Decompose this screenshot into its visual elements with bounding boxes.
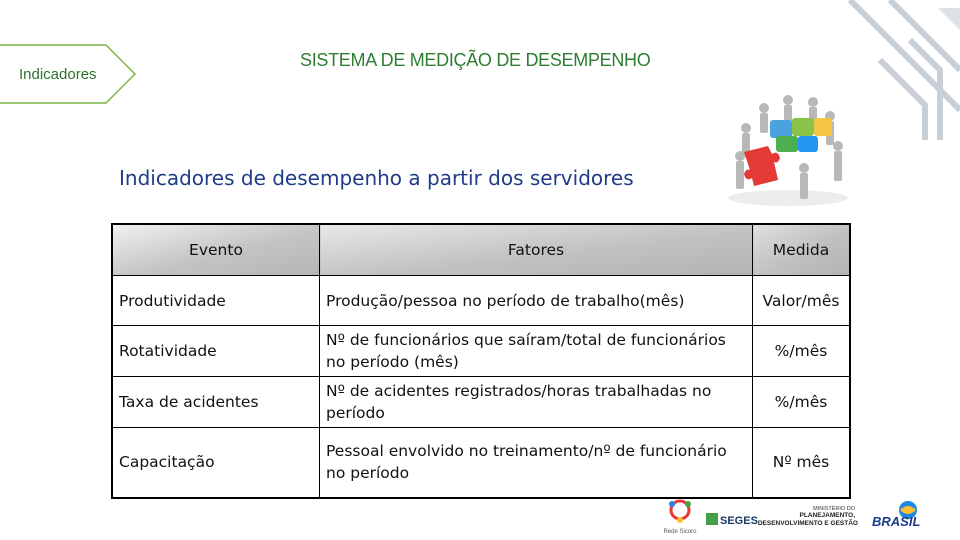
cell-fatores: Produção/pessoa no período de trabalho(mês) — [320, 276, 753, 326]
cell-fatores: Nº de acidentes registrados/horas trabalhadas no período — [320, 377, 753, 428]
column-header-fatores: Fatores — [320, 224, 753, 276]
seges-text: SEGES — [720, 515, 758, 527]
cell-medida: Valor/mês — [753, 276, 851, 326]
section-subtitle: Indicadores de desempenho a partir dos servidores — [119, 166, 634, 190]
table-header-row — [112, 224, 850, 276]
table-row — [112, 326, 850, 377]
cell-medida: %/mês — [753, 326, 851, 377]
rede-sicoro-logo — [663, 501, 697, 535]
ministry-line1: MINISTÉRIO DO — [813, 506, 855, 512]
puzzle-people-icon — [718, 88, 856, 210]
page-title: SISTEMA DE MEDIÇÃO DE DESEMPENHO — [300, 50, 651, 70]
ministry-line3: DESENVOLVIMENTO E GESTÃO — [757, 520, 858, 527]
cell-evento: Rotatividade — [112, 326, 320, 377]
table-row — [112, 276, 850, 326]
indicators-table — [111, 223, 851, 499]
column-header-evento: Evento — [112, 224, 320, 276]
seges-logo — [706, 513, 758, 527]
tag-label: Indicadores — [19, 66, 97, 83]
cell-medida: %/mês — [753, 377, 851, 428]
table-row — [112, 428, 850, 498]
cell-fatores: Pessoal envolvido no treinamento/nº de funcionário no período — [320, 428, 753, 498]
ministry-line2: PLANEJAMENTO, — [799, 512, 855, 519]
cell-evento: Produtividade — [112, 276, 320, 326]
column-header-medida: Medida — [753, 224, 851, 276]
brasil-text: BRASIL — [872, 514, 921, 529]
brasil-logo — [872, 501, 920, 529]
ministry-logo — [758, 505, 858, 527]
cell-evento: Capacitação — [112, 428, 320, 498]
rede-sicoro-text: Rede Sicoro — [663, 529, 697, 535]
cell-fatores: Nº de funcionários que saíram/total de funcionários no período (mês) — [320, 326, 753, 377]
footer-logos — [660, 496, 960, 536]
cell-evento: Taxa de acidentes — [112, 377, 320, 428]
cell-medida: Nº mês — [753, 428, 851, 498]
table-row — [112, 377, 850, 428]
